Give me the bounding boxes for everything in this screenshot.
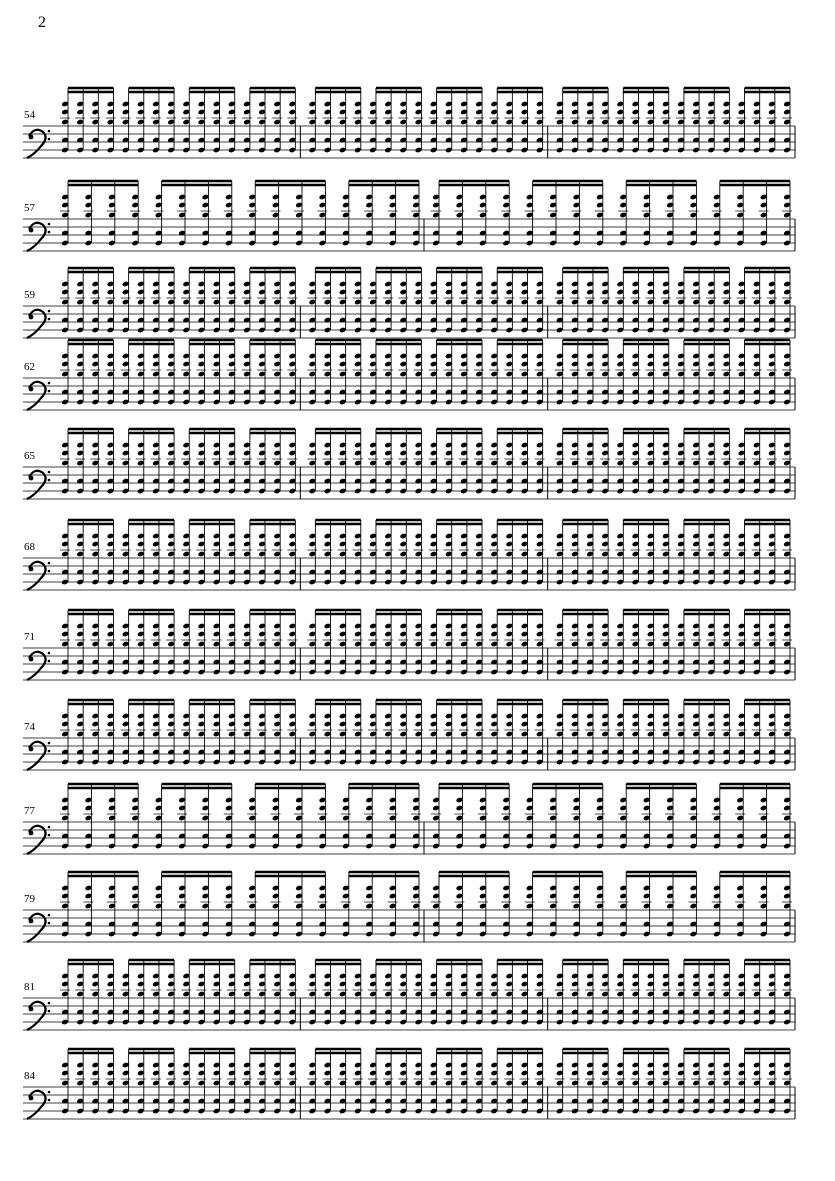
- staff-system: [23, 784, 795, 854]
- measure-number: 68: [24, 541, 35, 553]
- measure-number: 59: [24, 289, 35, 301]
- staff-system: [23, 181, 795, 251]
- measure-number: 62: [24, 361, 35, 373]
- measure-number: 71: [24, 631, 35, 643]
- staff-system: [23, 1049, 795, 1119]
- staff-system: [23, 88, 795, 158]
- measure-number: 54: [24, 109, 35, 121]
- staff-system: [23, 872, 795, 942]
- staff-system: [23, 340, 795, 410]
- page-number: 2: [38, 14, 46, 31]
- measure-number: 65: [24, 450, 35, 462]
- measure-number: 79: [24, 893, 35, 905]
- staff-system: [23, 960, 795, 1030]
- measure-number: 84: [24, 1070, 35, 1082]
- measure-number: 57: [24, 202, 35, 214]
- staff-system: [23, 429, 795, 499]
- measure-number: 74: [24, 721, 35, 733]
- staff-system: [23, 268, 795, 338]
- staff-system: [23, 610, 795, 680]
- measure-number: 81: [24, 981, 35, 993]
- staff-system: [23, 520, 795, 590]
- measure-number: 77: [24, 805, 35, 817]
- staff-system: [23, 700, 795, 770]
